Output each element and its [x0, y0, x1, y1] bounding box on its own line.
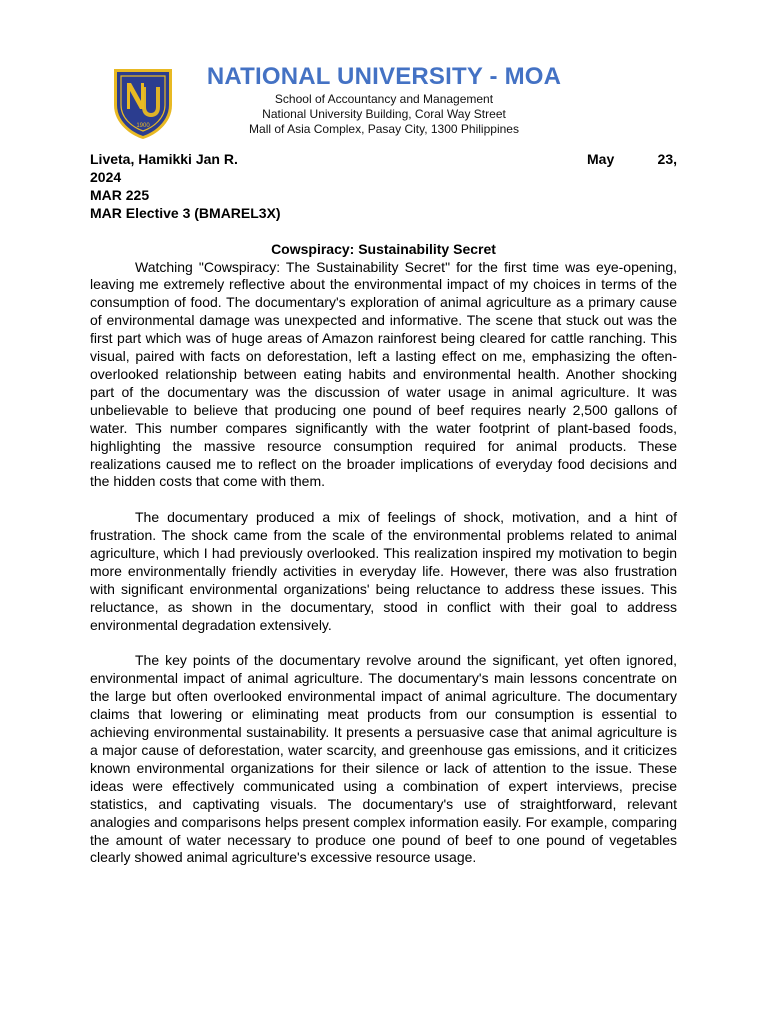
date-month: May [587, 151, 615, 167]
paragraph: The key points of the documentary revolve around the significant, yet often ignored, environmental impact of animal agriculture. The documentary's main lessons concentrate on the large but often overlooked environmental impact of animal agriculture. The documentary claims that lowering or eliminating meat products from our consumption is essential to achieving environmental sustainability. It presents a persuasive case that animal agriculture is a major cause of deforestation, water scarcity, and greenhouse gas emissions, and it criticizes known environmental organizations for their silence or lack of attention to the issue. These ideas were effectively communicated using a combination of expert interviews, precise statistics, and captivating visuals. The documentary's use of straightforward, relevant analogies and comparisons helps present complex information easily. For example, comparing the amount of water necessary to produce one pound of beef to one pound of vegetables clearly showed animal agriculture's excessive resource usage. [90, 652, 677, 866]
paragraph: The documentary produced a mix of feelings of shock, motivation, and a hint of frustration. The shock came from the scale of the environmental problems related to animal agriculture, which I had previously overlooked. This realization inspired my motivation to begin more environmentally friendly activities in everyday life. However, there was also frustration with significant environmental organizations' being reluctance to address these issues. This reluctance, as shown in the documentary, stood in conflict with their goal to address environmental degradation extensively. [90, 509, 677, 633]
course-name: MAR Elective 3 (BMAREL3X) [90, 204, 281, 221]
letterhead [0, 60, 768, 150]
date [587, 151, 677, 169]
name-date-row [90, 151, 677, 169]
paragraph: Watching "Cowspiracy: The Sustainability Secret" for the first time was eye-opening, leaving me extremely reflective about the environmental impact of my choices in terms of the consumption of food. The documentary's exploration of animal agriculture as a primary cause of environmental damage was unexpected and informative. The scene that stuck out was the first part which was of huge areas of Amazon rainforest being cleared for cattle ranching. This visual, paired with facts on deforestation, left a lasting effect on me, emphasizing the often-overlooked relationship between eating habits and environmental health. Another shocking part of the documentary was the discussion of water usage in animal agriculture. It was unbelievable to believe that producing one pound of beef requires nearly 2,500 gallons of water. This number compares significantly with the water footprint of plant-based foods, highlighting the massive resource consumption required for animal products. These realizations caused me to reflect on the broader implications of everyday food decisions and the hidden costs that come with them. [90, 258, 677, 490]
svg-text:1900: 1900 [136, 123, 150, 129]
document-body [90, 151, 677, 867]
school-name: School of Accountancy and Management [274, 92, 494, 106]
city-address: Mall of Asia Complex, Pasay City, 1300 Philippines [249, 122, 519, 136]
date-year: 2024 [90, 168, 122, 185]
course-code: MAR 225 [90, 186, 150, 203]
date-day: 23, [657, 151, 677, 167]
document-title: Cowspiracy: Sustainability Secret [271, 240, 496, 257]
student-name: Liveta, Hamikki Jan R. [90, 151, 238, 167]
university-name: NATIONAL UNIVERSITY - MOA [206, 63, 562, 90]
building-address: National University Building, Coral Way Street [262, 107, 506, 121]
